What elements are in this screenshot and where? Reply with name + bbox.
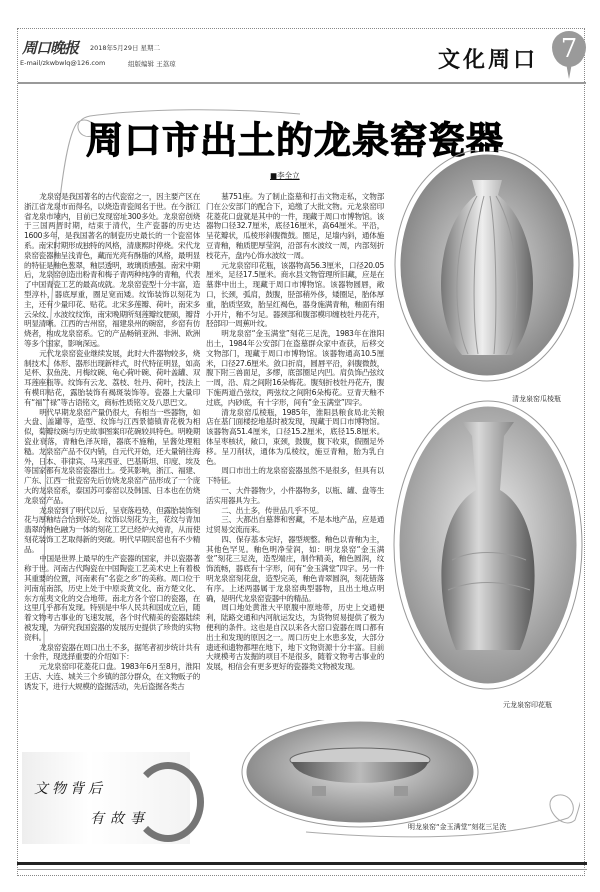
vase-melon-ribbed-photo (392, 150, 582, 385)
bottom-rule (17, 862, 587, 870)
article-column-middle (206, 192, 384, 672)
column-logo-line1: 文物背后 (34, 781, 106, 797)
vase-printed-photo (392, 400, 584, 690)
caption-washer: 明龙泉窑“金玉满堂”刻花三足洗 (408, 823, 507, 831)
layout-editor: 组版编辑 王荔琼 (128, 60, 176, 68)
article-paragraph: 龙泉窑是我国著名的古代瓷窑之一，因主要产区在浙江省龙泉市而得名，以烧造青瓷闻名于世。在今浙江省龙泉市境内，目前已发现窑址300多处。龙泉窑创烧于三国两晋时期，结束于清代，生产瓷器的历史达1600多年，是我国著名的制瓷历史最长的一个瓷窑体系。南宋时期形成独特的风格，清康熙时停烧。宋代龙泉窑瓷器釉呈浅青色，藏而光亮有酥脂的风格，最明显的特征是釉色葱翠，釉层透明，玻璃质感强。南宋中期后，龙泉窑创造出粉青和梅子青两种纯净的青釉，代表了中国青瓷工艺的最高成就。龙泉窑瓷型十分丰富，造型淳朴，器底厚重，圈足宽而矮。纹饰装饰以刻花为主，还有少量印花、贴花。北宋多莲瓣、荷叶，南宋多云朵纹、水波纹纹饰，南宋晚期所刻莲瓣纹肥硕，瓣背明显清晰。江西的吉州窑，福建泉州的碗窑，乡窑有仿烧者，构成龙泉窑系。它的产品畅销亚洲、非洲、欧洲等多个国家，影响深远。 (24, 192, 200, 348)
article-author: ■李全立 (270, 171, 300, 180)
email-address: E-mail/zkwbwlq@126.com (20, 59, 106, 67)
article-paragraph: 三、大都出自墓葬和窖藏，不是本地产品，应是通过贸易交流而来。 (206, 515, 384, 535)
section-title: 文化周口 (438, 47, 539, 73)
column-logo-line2: 有故事 (90, 811, 150, 827)
newspaper-logo: 周口晚报 (22, 39, 79, 57)
article-column-left (24, 192, 200, 692)
article-paragraph: 中国是世界上最早的生产瓷器的国家，并以瓷器著称于世。河南古代陶瓷在中国陶瓷工艺美术史上有着极其重要的位置，河南素有“名瓷之乡”的美称。周口位于河南东南部，历史上处于中原炎黄文化、南方楚文化、东方东夷文化的交合地带。南北方各个窑口的瓷器，在这里几乎都有发现。特别是中华人民共和国成立后，随着文物考古事业的飞速发展，各个时代精美的瓷器陆续被发现，为研究我国瓷器的发展历史提供了珍贵的实物资料。 (24, 554, 200, 642)
article-paragraph: 一、大件器物少，小件器物多，以瓶、罐、盘等生活实用器具为主。 (206, 485, 384, 505)
article-title: 周口市出土的龙泉窑瓷器 (86, 118, 504, 162)
column-logo-image (22, 752, 190, 844)
decorative-swirl-bottom (300, 780, 580, 850)
article-paragraph: 龙泉窑到了明代以后，呈衰落趋势，但露胎装饰刻花与厚釉结合恰到好处。纹饰以刻花为主，花纹与青加翡翠的釉色融为一体的刻花工艺已经炉火纯青，从而使刻花装饰工艺取得新的突破。明代早期民窑也有不少精品。 (24, 505, 200, 554)
article-paragraph: 元代龙泉窑瓷业继续发展，此时大件器物较多，烧制技术、体形、器形出现新样式，时代特征明显，如高足杯、双鱼洗、月梅纹碗、龟心荷叶碗、荷叶盖罐、双耳莲座瓶等。纹饰有云龙、荔枝、牡丹、荷叶，技法上有模印贴花，露胎装饰有褐斑装饰等。瓷器上大量印有“福”“禄”等古语铭文，商标性质铭文及八思巴文。 (24, 348, 200, 407)
issue-date: 2018年5月29日 星期二 (90, 44, 161, 52)
article-paragraph: 二、出土多，传世品几乎不见。 (221, 505, 324, 515)
article-paragraph: 元龙泉窑印花菱花口盘。1983年6月至8月，淮阳王店、大连、城关三个乡镇的部分群众，在文物贩子的诱发下，进行大规模的盗掘活动，先后盗掘各类古 (24, 662, 200, 691)
article-paragraph: 墓751座。为了制止盗墓和打击文物走私，文物部门在公安部门的配合下，追缴了大批文物。元龙泉窑印花菱花口盘就是其中的一件，现藏于周口市博物馆。该器物口径32.7厘米，底径16厘米，高64厘米。平沿，呈花瓣状，瓜棱形斜腹微鼓。圈足，足墙内斜，通体施豆青釉，釉质肥厚莹润，沿部有水波纹一周，内部刻折枝花卉，盘内心饰水波纹一周。 (206, 192, 384, 260)
page-number: 7 (552, 31, 586, 67)
caption-vase2: 元龙泉窑印花瓶 (503, 701, 552, 709)
caption-vase1: 清龙泉窑瓜棱瓶 (512, 395, 561, 403)
article-paragraph: 周口地处黄淮大平原腹中原地带，历史上交通便利，陆路交通和内河航运发达，为货物贸易提供了极为便利的条件。这也是自汉以来各大窑口瓷器在周口都有出土和发现的原因之一。周口历史上水患多发，大部分遗迹和遗物都埋在地下，地下文物资源十分丰富。目前大规模考古发掘的项目不是很多，随着文物考古事业的发展，相信会有更多更好的瓷器类文物被发现。 (206, 603, 384, 672)
ink-ring-decoration (132, 762, 204, 842)
article-paragraph: 清龙泉窑瓜棱瓶，1985年，淮阳县粮食局北关粮店在基门面楼挖地基时被发现，现藏于周口市博物馆。该器物高51.4厘米，口径15.2厘米，底径15.8厘米。体呈枣核状，敞口，束颈，鼓腹，腹下收束，假圈足外移。呈刀削状，通体为瓜棱纹，施豆青釉，胎为乳白色。 (206, 407, 384, 466)
article-paragraph: 明龙泉窑“金玉满堂”刻花三足洗，1983年在淮阳出土，1984年公安部门在盗墓群众家中查获，后移交文物部门，现藏于周口市博物馆。该器物通高10.5厘米，口径27.6厘米。敛口折肩，圆唇平沿，斜腹微鼓，腹下附三兽面足，多缪，底部圈足内凹。肩负饰凸弦纹一周，沿、肩之间附16朵梅花。腹刻折枝牡丹花卉，腹下施两道凸弦纹，两弦纹之间附6朵梅花。豆青天釉不过底，内砂底，有十字形，间有“金玉满堂”四字。 (206, 329, 384, 407)
masthead (18, 29, 586, 84)
article-paragraph: 周口市出土的龙泉窑瓷器虽然不是很多，但具有以下特征。 (206, 466, 384, 486)
article-paragraph: 四、保存基本完好，器型规整。釉色以青釉为主，其他色罕见。釉色明净莹润，如：明龙泉窑“金玉满堂”刻花三足洗，造型端庄，制作精美，釉色圆润，纹饰流畅，器底有十字形，间有“金玉满堂”四字。另一件明龙泉窑刻花盘，造型完美，釉色青翠圆润，刻花错落有序。上述两器属于龙泉窑典型器物，且出土地点明确，是明代龙泉窑瓷器中的精品。 (206, 534, 384, 603)
article-paragraph: 龙泉窑瓷器在周口出土不多，据笔者初步统计共有十余件，现选择重要的介绍如下： (24, 642, 200, 662)
article-paragraph: 明代早期龙泉窑产量仍很大，有相当一些器物，如大盘、盖罐等，造型、纹饰与江西景德镇青花极为相似，菊瓣纹碗与历史故事图案印花碗较具特色。明晚期瓷业衰落，青釉色泽灰暗，器底不施釉，呈酱处理粗糙。龙泉窑产品不仅内销，自元代开始，还大量销往海外，日本、菲律宾、马来西亚、巴基斯坦、印度、埃及等国家都有龙泉窑瓷器出土。受其影响，浙江、福建、广东、江西一批瓷窑先后仿烧龙泉窑产品形成了一个庞大的龙泉窑系，泰国苏可泰窑以及韩国、日本也在仿烧龙泉窑产品。 (24, 407, 200, 505)
article-paragraph: 元龙泉窑印花瓶，该器物高56.3厘米，口径20.05厘米，足径17.5厘米。商水县文物管理所旧藏，应是在墓葬中出土，现藏于周口市博物馆。该器物圆唇，敞口，长颈，弧肩，鼓腹，胫部稍外侈，矮圈足，胎体厚重，胎质坚致，胎呈红褐色，器身施满青釉，釉面有细小开片，釉不匀足。器颈部和腹部模印缠枝牡丹花卉，胫部印一周蕉叶纹。 (206, 260, 384, 329)
